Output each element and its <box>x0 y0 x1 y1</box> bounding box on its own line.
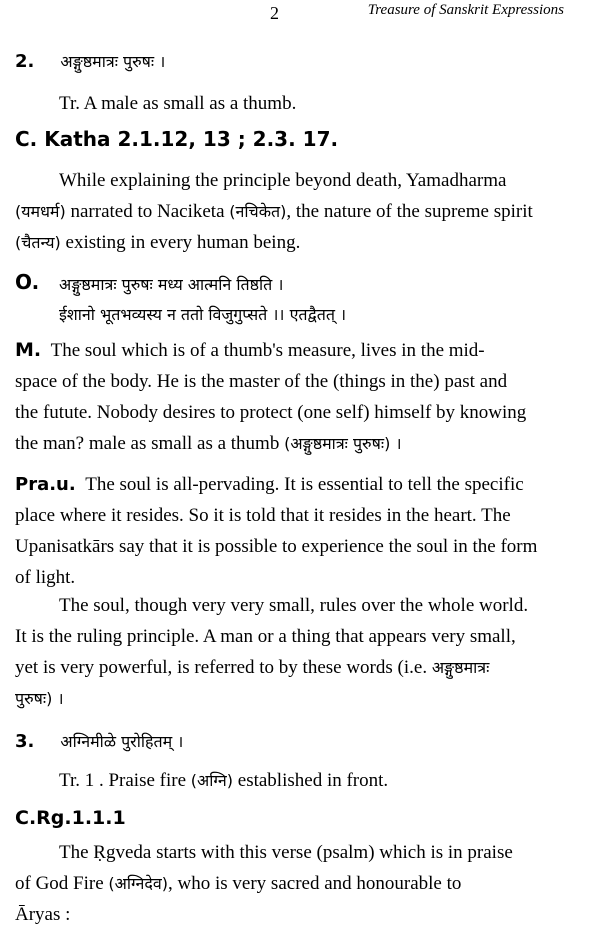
line: The Ṛgveda starts with this verse (psalm) which is in praise <box>59 842 513 863</box>
verse-line-1: अङ्गुष्ठमात्रः पुरुषः मध्य आत्मनि तिष्ठति । <box>59 275 284 294</box>
line: space of the body. He is the master of the (things in the) past and <box>15 371 508 392</box>
label-o: O. <box>15 270 40 294</box>
line: of God Fire (अग्निदेव), who is very sacred and honourable to <box>15 873 462 894</box>
line: Pra.u. The soul is all-pervading. It is essential to tell the specific <box>15 474 524 495</box>
line: Āryas : <box>15 904 71 925</box>
verse-line-2: ईशानो भूतभव्यस्य न ततो विजुगुप्सते ।। एतद्वैतत् । <box>59 305 347 324</box>
line: पुरुषः) । <box>15 689 64 708</box>
paragraph-death <box>15 165 581 258</box>
line: of light. <box>15 567 76 588</box>
page-number: 2 <box>270 3 279 23</box>
pra-u-block <box>15 469 581 593</box>
citation-rg: C.Rg.1.1.1 <box>15 807 126 829</box>
line: While explaining the principle beyond death, Yamadharma <box>59 170 507 191</box>
line: (चैतन्य) existing in every human being. <box>15 232 301 253</box>
line: (यमधर्म) narrated to Naciketa (नचिकेत), the nature of the supreme spirit <box>15 201 533 222</box>
line: the futute. Nobody desires to protect (one self) himself by knowing <box>15 402 527 423</box>
book-title: Treasure of Sanskrit Expressions <box>367 2 564 18</box>
line: the man? male as small as a thumb (अङ्गुष्ठमात्रः पुरुषः) । <box>15 433 402 454</box>
line: M. The soul which is of a thumb's measure, lives in the mid- <box>15 339 485 361</box>
translation: Tr. 1 . Praise fire (अग्नि) established in front. <box>59 770 389 791</box>
entry-number: 3. <box>15 731 35 752</box>
sanskrit-verse: अङ्गुष्ठमात्रः पुरुषः । <box>60 52 166 71</box>
original-verse-block <box>15 270 581 324</box>
line: yet is very powerful, is referred to by these words (i.e. अङ्गुष्ठमात्रः <box>15 657 490 678</box>
entry-3-heading <box>15 730 581 752</box>
entry-number: 2. <box>15 51 35 72</box>
running-header <box>15 0 578 26</box>
line: The soul, though very very small, rules over the whole world. <box>59 595 529 616</box>
meaning-block <box>15 335 581 459</box>
citation-katha: C. Katha 2.1.12, 13 ; 2.3. 17. <box>15 127 339 151</box>
entry-2-heading <box>15 50 581 72</box>
line: It is the ruling principle. A man or a thing that appears very small, <box>15 626 516 647</box>
translation: Tr. A male as small as a thumb. <box>59 93 297 114</box>
sanskrit-verse: अग्निमीळे पुरोहितम् । <box>60 732 184 751</box>
paragraph-small <box>15 590 581 714</box>
line: place where it resides. So it is told that it resides in the heart. The <box>15 505 511 526</box>
paragraph-rgveda <box>15 837 581 930</box>
line: Upanisatkārs say that it is possible to experience the soul in the form <box>15 536 538 557</box>
